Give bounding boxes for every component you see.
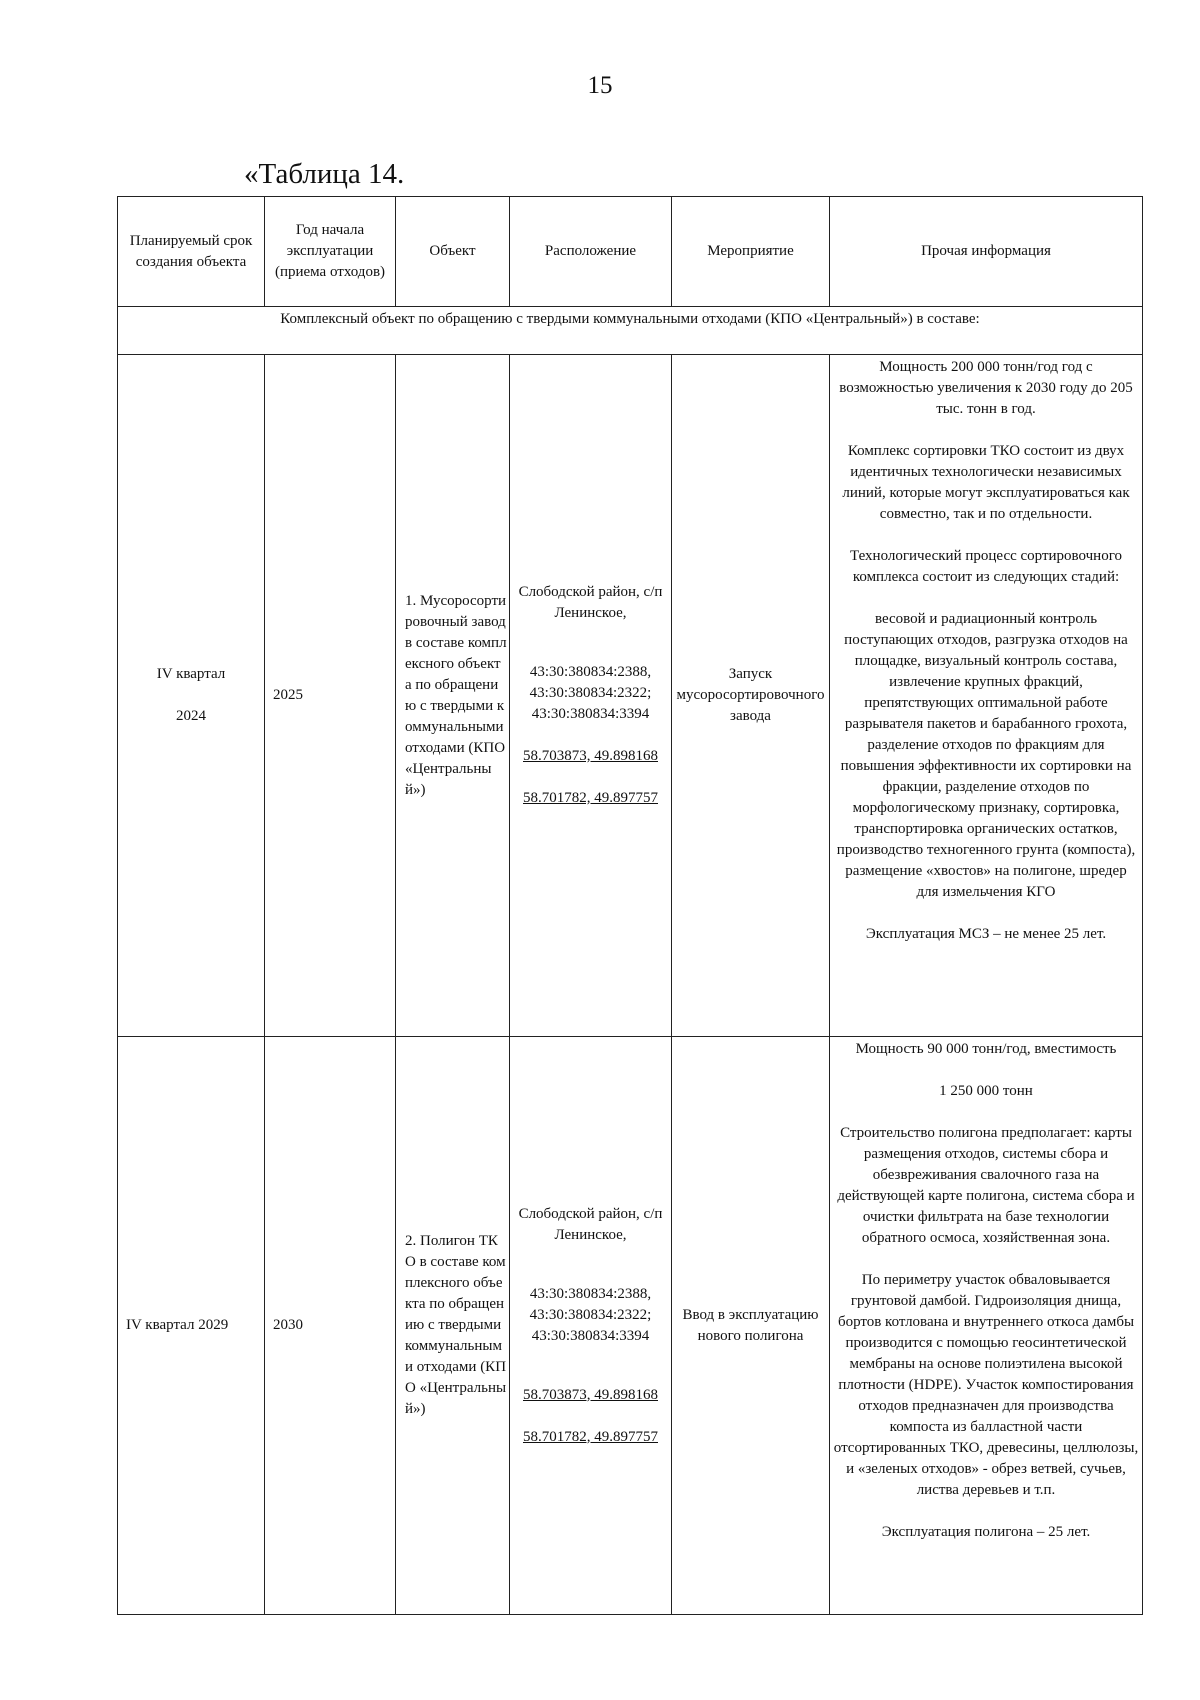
header-other: Прочая информация <box>830 197 1143 307</box>
object-cell: 1. Мусоросортировочный завод в составе комплексного объекта по обращению с твердыми коммунальными отходами (КПО «Центральный») <box>396 355 510 1037</box>
coordinates-link: 58.701782, 49.897757 <box>523 790 658 806</box>
cadastral-number: 43:30:380834:2322; <box>529 685 652 701</box>
info-paragraph: Мощность 200 000 тонн/год год с возможностью увеличения к 2030 году до 205 тыс. тонн в год. <box>839 359 1133 417</box>
table-title: «Таблица 14. <box>244 158 405 190</box>
info-paragraph: Мощность 90 000 тонн/год, вместимость <box>855 1041 1117 1057</box>
waste-facility-table <box>117 196 1143 1615</box>
info-paragraph: Комплекс сортировки ТКО состоит из двух идентичных технологически независимых линий, которые могут эксплуатироваться как совместно, так и по отдельности. <box>842 443 1130 522</box>
coordinates-link: 58.703873, 49.898168 <box>523 1386 658 1403</box>
info-paragraph: весовой и радиационный контроль поступающих отходов, разгрузка отходов на площадке, визуальный контроль состава, извлечение крупных фракций, препятствующих оптимальной работе разрывателя пакетов и барабанного грохота, разделение отходов по фракциям для повышения эффективности их сортировки на фракции, разделение отходов по морфологическому признаку, сортировка, транспортировка органических остатков, производство техногенного грунта (компоста), размещение «хвостов» на полигоне, шредер для измельчения КГО <box>836 611 1136 900</box>
header-location: Расположение <box>510 197 672 307</box>
year-cell: 2030 <box>265 1037 396 1615</box>
info-paragraph: Эксплуатация МСЗ – не менее 25 лет. <box>865 926 1107 942</box>
cadastral-number: 43:30:380834:3394 <box>531 706 650 722</box>
cadastral-number: 43:30:380834:2322; <box>529 1306 652 1323</box>
cadastral-number: 43:30:380834:2388, <box>529 664 652 680</box>
table-row <box>118 355 1143 1037</box>
info-cell <box>830 355 1143 1037</box>
activity-cell: Запуск мусоросортировочного завода <box>672 355 830 1037</box>
location-district: Слободской район, с/п Ленинское, <box>518 1205 663 1243</box>
term-quarter: IV квартал <box>156 666 226 682</box>
info-paragraph: Технологический процесс сортировочного комплекса состоит из следующих стадий: <box>849 548 1122 585</box>
term-year: 2024 <box>176 708 206 724</box>
location-cell <box>510 355 672 1037</box>
header-row <box>118 197 1143 307</box>
header-object: Объект <box>396 197 510 307</box>
info-cell <box>830 1037 1143 1615</box>
info-paragraph: По периметру участок обваловывается грунтовой дамбой. Гидроизоляция днища, бортов котлована и внутреннего откоса дамбы производится с помощью геосинтетической мембраны на основе полиэтилена высокой плотности (HDPE). Участок компостирования отходов предназначен для производства компоста из балластной части отсортированных ТКО, древесины, целлюлозы, и «зеленых отходов» - обрез ветвей, сучьев, листва деревьев и т.п. <box>833 1272 1139 1498</box>
location-cell <box>510 1037 672 1615</box>
coordinates-link: 58.701782, 49.897757 <box>523 1428 658 1445</box>
activity-cell: Ввод в эксплуатацию нового полигона <box>672 1037 830 1615</box>
object-cell: 2. Полигон ТКО в составе комплексного объекта по обращению с твердыми коммунальными отходами (КПО «Центральный») <box>396 1037 510 1615</box>
page-number: 15 <box>587 72 613 99</box>
info-paragraph: Эксплуатация полигона – 25 лет. <box>881 1524 1091 1540</box>
coordinates-link: 58.703873, 49.898168 <box>523 748 658 764</box>
info-paragraph: 1 250 000 тонн <box>939 1083 1033 1099</box>
year-cell: 2025 <box>265 355 396 1037</box>
cadastral-number: 43:30:380834:3394 <box>531 1327 650 1344</box>
location-district: Слободской район, с/п Ленинское, <box>518 584 663 621</box>
cadastral-number: 43:30:380834:2388, <box>529 1285 652 1302</box>
header-term: Планируемый срок создания объекта <box>118 197 265 307</box>
table-row <box>118 1037 1143 1615</box>
section-title: Комплексный объект по обращению с твердыми коммунальными отходами (КПО «Центральный») в составе: <box>118 307 1143 355</box>
section-row <box>118 307 1143 355</box>
header-year: Год начала эксплуатации (приема отходов) <box>265 197 396 307</box>
info-paragraph: Строительство полигона предполагает: карты размещения отходов, системы сбора и обезвреживания свалочного газа на действующей карте полигона, система сбора и очистки фильтрата на базе технологии обратного осмоса, хозяйственная зона. <box>837 1125 1135 1246</box>
header-activity: Мероприятие <box>672 197 830 307</box>
term-cell: IV квартал 2029 <box>118 1037 265 1615</box>
term-cell <box>118 355 265 1037</box>
